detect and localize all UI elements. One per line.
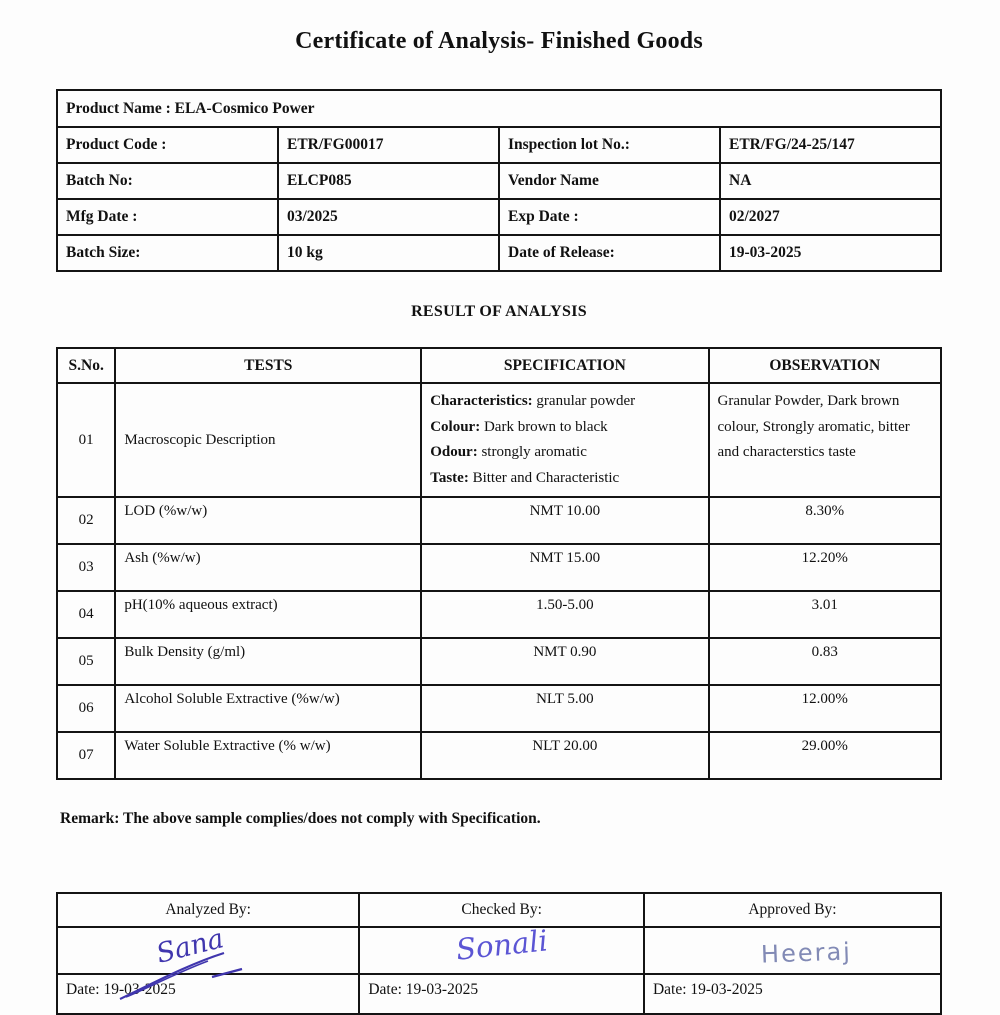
table-row: [57, 732, 941, 779]
row-sno: 06: [57, 685, 115, 732]
analyzed-date: Date: 19-03-2025: [57, 974, 359, 1014]
row-test: Ash (%w/w): [115, 544, 421, 591]
row-test: LOD (%w/w): [115, 497, 421, 544]
signature-checked-by: Sonali: [454, 922, 550, 967]
spec-line-text: Bitter and Characteristic: [468, 469, 620, 486]
row-test: pH(10% aqueous extract): [115, 591, 421, 638]
row-specification: NMT 0.90: [421, 638, 708, 685]
checked-by-label: Checked By:: [359, 893, 644, 927]
row-sno: 07: [57, 732, 115, 779]
row-observation: 29.00%: [709, 732, 942, 779]
product-code-label: Product Code :: [57, 127, 278, 163]
spec-line: [430, 440, 699, 466]
remark-text: Remark: The above sample complies/does not comply with Specification.: [60, 810, 541, 827]
approved-date: Date: 19-03-2025: [644, 974, 941, 1014]
table-row: [57, 163, 941, 199]
row-test: Water Soluble Extractive (% w/w): [115, 732, 421, 779]
table-row: [57, 685, 941, 732]
spec-line-text: granular powder: [532, 393, 636, 409]
row-observation: 12.00%: [709, 685, 942, 732]
row-sno: 01: [57, 383, 115, 497]
batch-size-label: Batch Size:: [57, 235, 278, 271]
header-specification: SPECIFICATION: [421, 348, 708, 383]
batch-size-value: 10 kg: [278, 235, 499, 271]
approved-by-label: Approved By:: [644, 893, 941, 927]
spec-line: [430, 466, 699, 492]
row-specification: NMT 10.00: [421, 497, 708, 544]
row-specification: NLT 5.00: [421, 685, 708, 732]
table-row: [57, 127, 941, 163]
table-row: [57, 90, 941, 127]
exp-date-label: Exp Date :: [499, 199, 720, 235]
table-row: [57, 497, 941, 544]
release-date-value: 19-03-2025: [720, 235, 941, 271]
spec-line: [430, 415, 699, 441]
mfg-date-value: 03/2025: [278, 199, 499, 235]
vendor-name-value: NA: [720, 163, 941, 199]
row-sno: 02: [57, 497, 115, 544]
row-specification: [421, 383, 708, 497]
spec-line-text: Dark brown to black: [480, 418, 608, 435]
header-tests: TESTS: [115, 348, 421, 383]
analysis-table: [56, 347, 942, 780]
table-header-row: [57, 348, 941, 383]
row-specification: 1.50-5.00: [421, 591, 708, 638]
signature-wrap: [153, 923, 242, 970]
row-observation: 12.20%: [709, 544, 942, 591]
table-row: [57, 591, 941, 638]
approved-signature-cell: [644, 927, 941, 974]
table-row: [57, 199, 941, 235]
table-row: [57, 893, 941, 927]
row-specification: NMT 15.00: [421, 544, 708, 591]
header-sno: S.No.: [57, 348, 115, 383]
batch-no-label: Batch No:: [57, 163, 278, 199]
spec-line-label: Characteristics:: [430, 393, 533, 409]
result-of-analysis-heading: RESULT OF ANALYSIS: [411, 303, 587, 320]
vendor-name-label: Vendor Name: [499, 163, 720, 199]
table-row: [57, 383, 941, 497]
row-specification: NLT 20.00: [421, 732, 708, 779]
release-date-label: Date of Release:: [499, 235, 720, 271]
certificate-document: [56, 0, 942, 1015]
product-info-table: [56, 89, 942, 272]
analyzed-by-label: Analyzed By:: [57, 893, 359, 927]
row-sno: 03: [57, 544, 115, 591]
signature-analyzed-by: Sana: [153, 923, 227, 970]
signature-approved-by: Heeraj: [760, 936, 853, 969]
spec-line-label: Taste:: [430, 469, 469, 486]
page-title: Certificate of Analysis- Finished Goods: [295, 28, 703, 54]
table-row: [57, 638, 941, 685]
inspection-lot-label: Inspection lot No.:: [499, 127, 720, 163]
table-row: [57, 544, 941, 591]
spec-line: [430, 389, 699, 415]
spec-line-label: Odour:: [430, 444, 478, 460]
row-observation: 0.83: [709, 638, 942, 685]
product-name-cell: Product Name : ELA-Cosmico Power: [57, 90, 941, 127]
mfg-date-label: Mfg Date :: [57, 199, 278, 235]
row-observation: Granular Powder, Dark brown colour, Strongly aromatic, bitter and characterstics taste: [709, 383, 942, 497]
checked-date: Date: 19-03-2025: [359, 974, 644, 1014]
spec-line-label: Colour:: [430, 418, 481, 435]
exp-date-value: 02/2027: [720, 199, 941, 235]
spec-line-text: strongly aromatic: [477, 444, 587, 460]
row-test: Macroscopic Description: [115, 383, 421, 497]
batch-no-value: ELCP085: [278, 163, 499, 199]
row-observation: 8.30%: [709, 497, 942, 544]
table-row: [57, 927, 941, 974]
product-code-value: ETR/FG00017: [278, 127, 499, 163]
row-test: Bulk Density (g/ml): [115, 638, 421, 685]
header-observation: OBSERVATION: [709, 348, 942, 383]
signature-table: [56, 892, 942, 1015]
inspection-lot-value: ETR/FG/24-25/147: [720, 127, 941, 163]
row-observation: 3.01: [709, 591, 942, 638]
row-test: Alcohol Soluble Extractive (%w/w): [115, 685, 421, 732]
row-sno: 05: [57, 638, 115, 685]
checked-signature-cell: [359, 922, 644, 974]
analyzed-signature-cell: [57, 923, 359, 974]
table-row: [57, 235, 941, 271]
row-sno: 04: [57, 591, 115, 638]
